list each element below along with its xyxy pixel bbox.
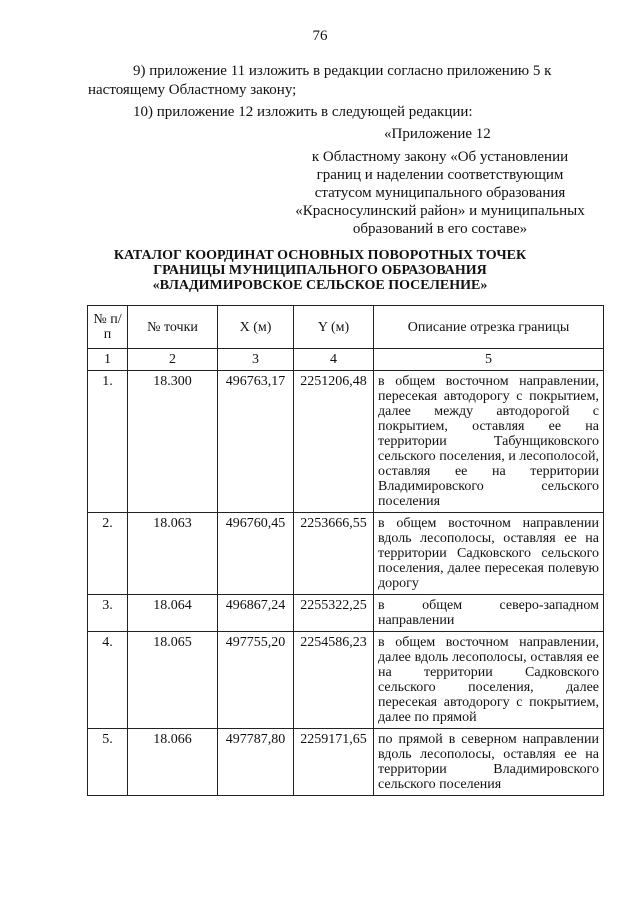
point-number: 18.300 [128, 371, 218, 513]
y-coordinate: 2251206,48 [294, 371, 374, 513]
table-row [88, 595, 604, 632]
column-number: 5 [374, 349, 604, 371]
point-number: 18.066 [128, 729, 218, 796]
y-coordinate: 2259171,65 [294, 729, 374, 796]
row-number: 3. [88, 595, 128, 632]
segment-description: в общем восточном направлении, далее вдоль лесополосы, оставляя ее на территории Садковского сельского поселения, далее пересекая автодорогу с покрытием, далее по прямой [374, 632, 604, 729]
point-number: 18.065 [128, 632, 218, 729]
catalog-title-line: ГРАНИЦЫ МУНИЦИПАЛЬНОГО ОБРАЗОВАНИЯ [153, 263, 487, 278]
appendix-title: «Приложение 12 [384, 126, 491, 142]
catalog-title-line: КАТАЛОГ КООРДИНАТ ОСНОВНЫХ ПОВОРОТНЫХ ТОЧЕК [113, 248, 527, 263]
appendix-subtitle-line: границ и наделении соответствующим [316, 167, 564, 183]
header-description: Описание отрезка границы [374, 306, 604, 349]
segment-description: по прямой в северном направлении вдоль лесополосы, оставляя ее на территории Владимировского сельского поселения [374, 729, 604, 796]
appendix-subtitle [270, 148, 610, 238]
paragraph-item-10: 10) приложение 12 изложить в следующей редакции: [133, 104, 473, 120]
row-number: 2. [88, 513, 128, 595]
table-header-row [88, 306, 604, 349]
header-y: Y (м) [294, 306, 374, 349]
column-number: 1 [88, 349, 128, 371]
table-row [88, 729, 604, 796]
appendix-subtitle-line: «Красносулинский район» и муниципальных [295, 203, 585, 219]
point-number: 18.064 [128, 595, 218, 632]
column-number: 2 [128, 349, 218, 371]
header-row-number: № п/п [88, 306, 128, 349]
coordinates-table [87, 305, 604, 796]
y-coordinate: 2255322,25 [294, 595, 374, 632]
point-number: 18.063 [128, 513, 218, 595]
table-row [88, 371, 604, 513]
column-number-row [88, 349, 604, 371]
segment-description: в общем восточном направлении вдоль лесополосы, оставляя ее на территории Садковского сельского поселения, далее пересекая полевую дорогу [374, 513, 604, 595]
paragraph-item-9-line2: настоящему Областному закону; [88, 82, 297, 98]
header-point-number: № точки [128, 306, 218, 349]
x-coordinate: 497787,80 [218, 729, 294, 796]
segment-description: в общем восточном направлении, пересекая автодорогу с покрытием, далее между автодорогой с покрытием, оставляя ее на территории Табунщиковского сельского поселения, и лесополосой, оставляя ее на территории Владимировского сельского поселения [374, 371, 604, 513]
table-row [88, 632, 604, 729]
page-number: 76 [312, 28, 328, 44]
paragraph-item-9-line1: 9) приложение 11 изложить в редакции согласно приложению 5 к [133, 63, 552, 79]
row-number: 4. [88, 632, 128, 729]
x-coordinate: 496867,24 [218, 595, 294, 632]
header-x: X (м) [218, 306, 294, 349]
x-coordinate: 497755,20 [218, 632, 294, 729]
catalog-title-line: «ВЛАДИМИРОВСКОЕ СЕЛЬСКОЕ ПОСЕЛЕНИЕ» [152, 278, 488, 293]
row-number: 1. [88, 371, 128, 513]
appendix-subtitle-line: статусом муниципального образования [314, 185, 566, 201]
catalog-title [0, 248, 640, 293]
column-number: 3 [218, 349, 294, 371]
y-coordinate: 2254586,23 [294, 632, 374, 729]
x-coordinate: 496763,17 [218, 371, 294, 513]
segment-description: в общем северо-западном направлении [374, 595, 604, 632]
y-coordinate: 2253666,55 [294, 513, 374, 595]
table-row [88, 513, 604, 595]
x-coordinate: 496760,45 [218, 513, 294, 595]
column-number: 4 [294, 349, 374, 371]
appendix-subtitle-line: к Областному закону «Об установлении [311, 149, 569, 165]
paragraph-item-9 [88, 62, 596, 100]
row-number: 5. [88, 729, 128, 796]
appendix-subtitle-line: образований в его составе» [352, 221, 528, 237]
